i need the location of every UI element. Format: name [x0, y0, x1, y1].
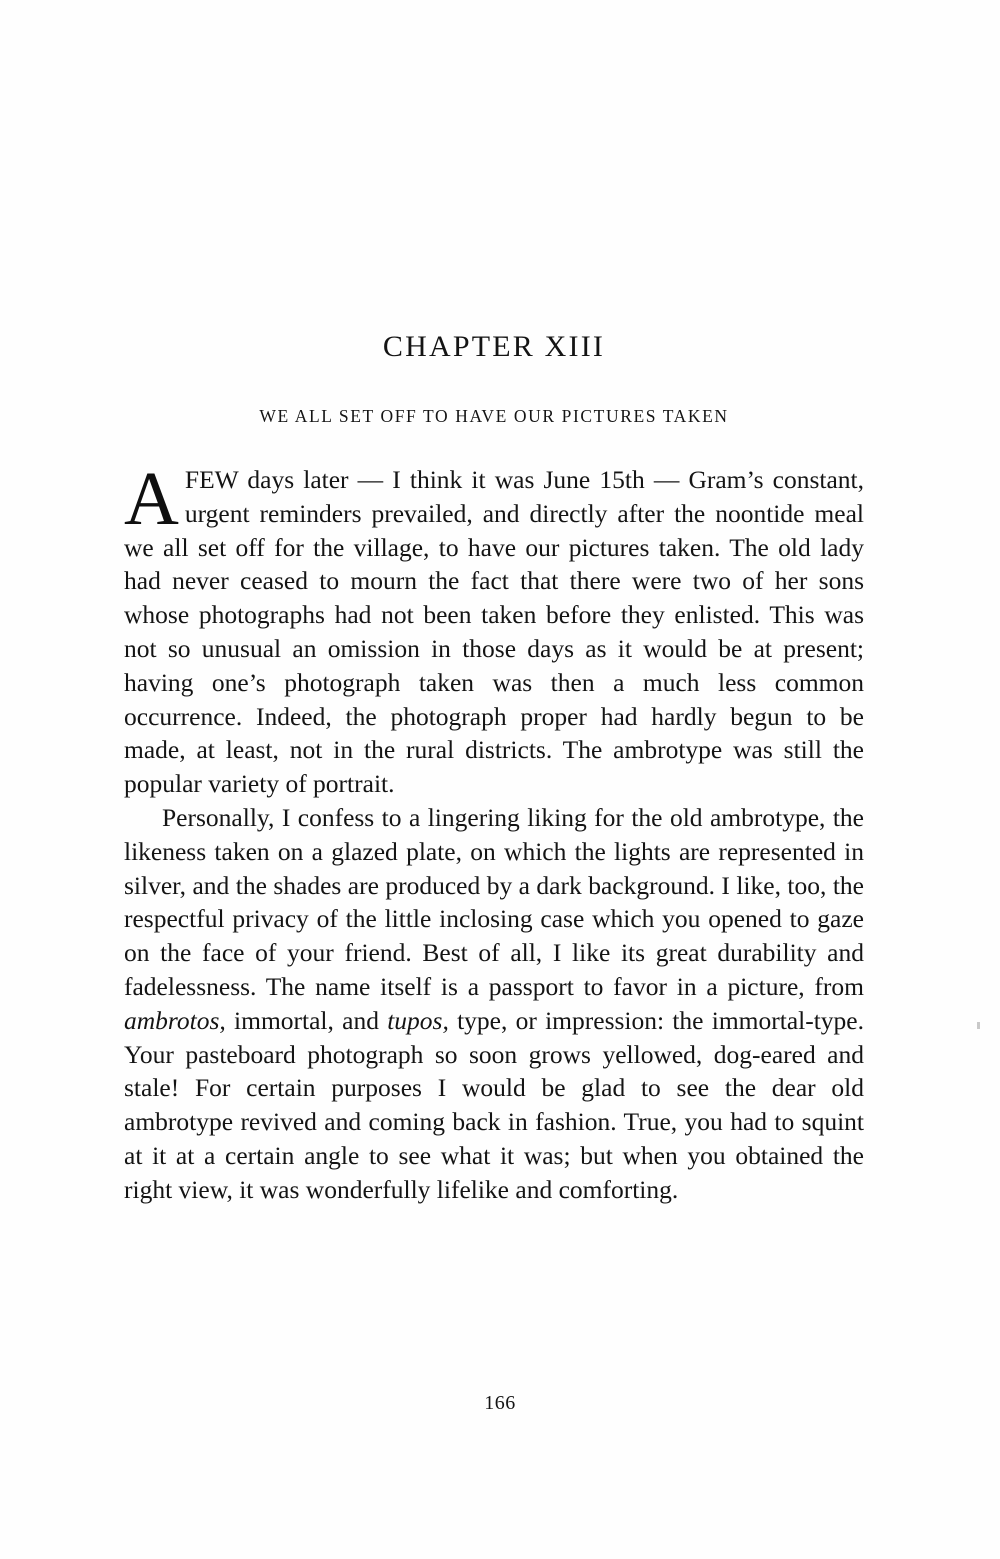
- italic-term-ambrotos: ambrotos,: [124, 1005, 226, 1035]
- paragraph-second-part3: type, or impression: the immortal-type. Your pasteboard photograph so soon grows yellowed, dog-eared and stale! For certain purposes I would be glad to see the dear old ambrotype revived and coming back in fashion. True, you had to squint at it at a certain angle to see what it was; but when you obtained the right view, it was wonderfully lifelike and comforting.: [124, 1005, 864, 1204]
- paragraph-first-text: FEW days later — I think it was June 15th — Gram’s constant, urgent reminders prevailed, and directly after the noontide meal we all set off for the village, to have our pictures taken. The old lady had never ceased to mourn the fact that there were two of her sons whose photographs had not been taken before they enlisted. This was not so unusual an omission in those days as it would be at present; having one’s photograph taken was then a much less common occurrence. Indeed, the photograph proper had hardly begun to be made, at least, not in the rural districts. The ambrotype was still the popular variety of portrait.: [124, 465, 864, 799]
- drop-cap-letter: A: [124, 457, 179, 541]
- italic-term-tupos: tupos,: [387, 1005, 449, 1035]
- page-speck: [977, 1022, 980, 1029]
- page-number: 166: [484, 1392, 516, 1414]
- page-content: [124, 330, 864, 1207]
- paragraph-second-part1: Personally, I confess to a lingering liking for the old ambrotype, the likeness taken on a glazed plate, on which the lights are represented in silver, and the shades are produced by a dark background. I like, too, the respectful privacy of the little inclosing case which you opened to gaze on the face of your friend. Best of all, I like its great durability and fadelessness. The name itself is a passport to favor in a picture, from: [124, 802, 864, 1001]
- chapter-subtitle: WE ALL SET OFF TO HAVE OUR PICTURES TAKEN: [259, 406, 729, 426]
- paragraph-second-part2: immortal, and: [225, 1005, 388, 1035]
- paragraph-second: [124, 801, 864, 1207]
- chapter-title: CHAPTER XIII: [382, 330, 606, 363]
- paragraph-first: [124, 457, 864, 801]
